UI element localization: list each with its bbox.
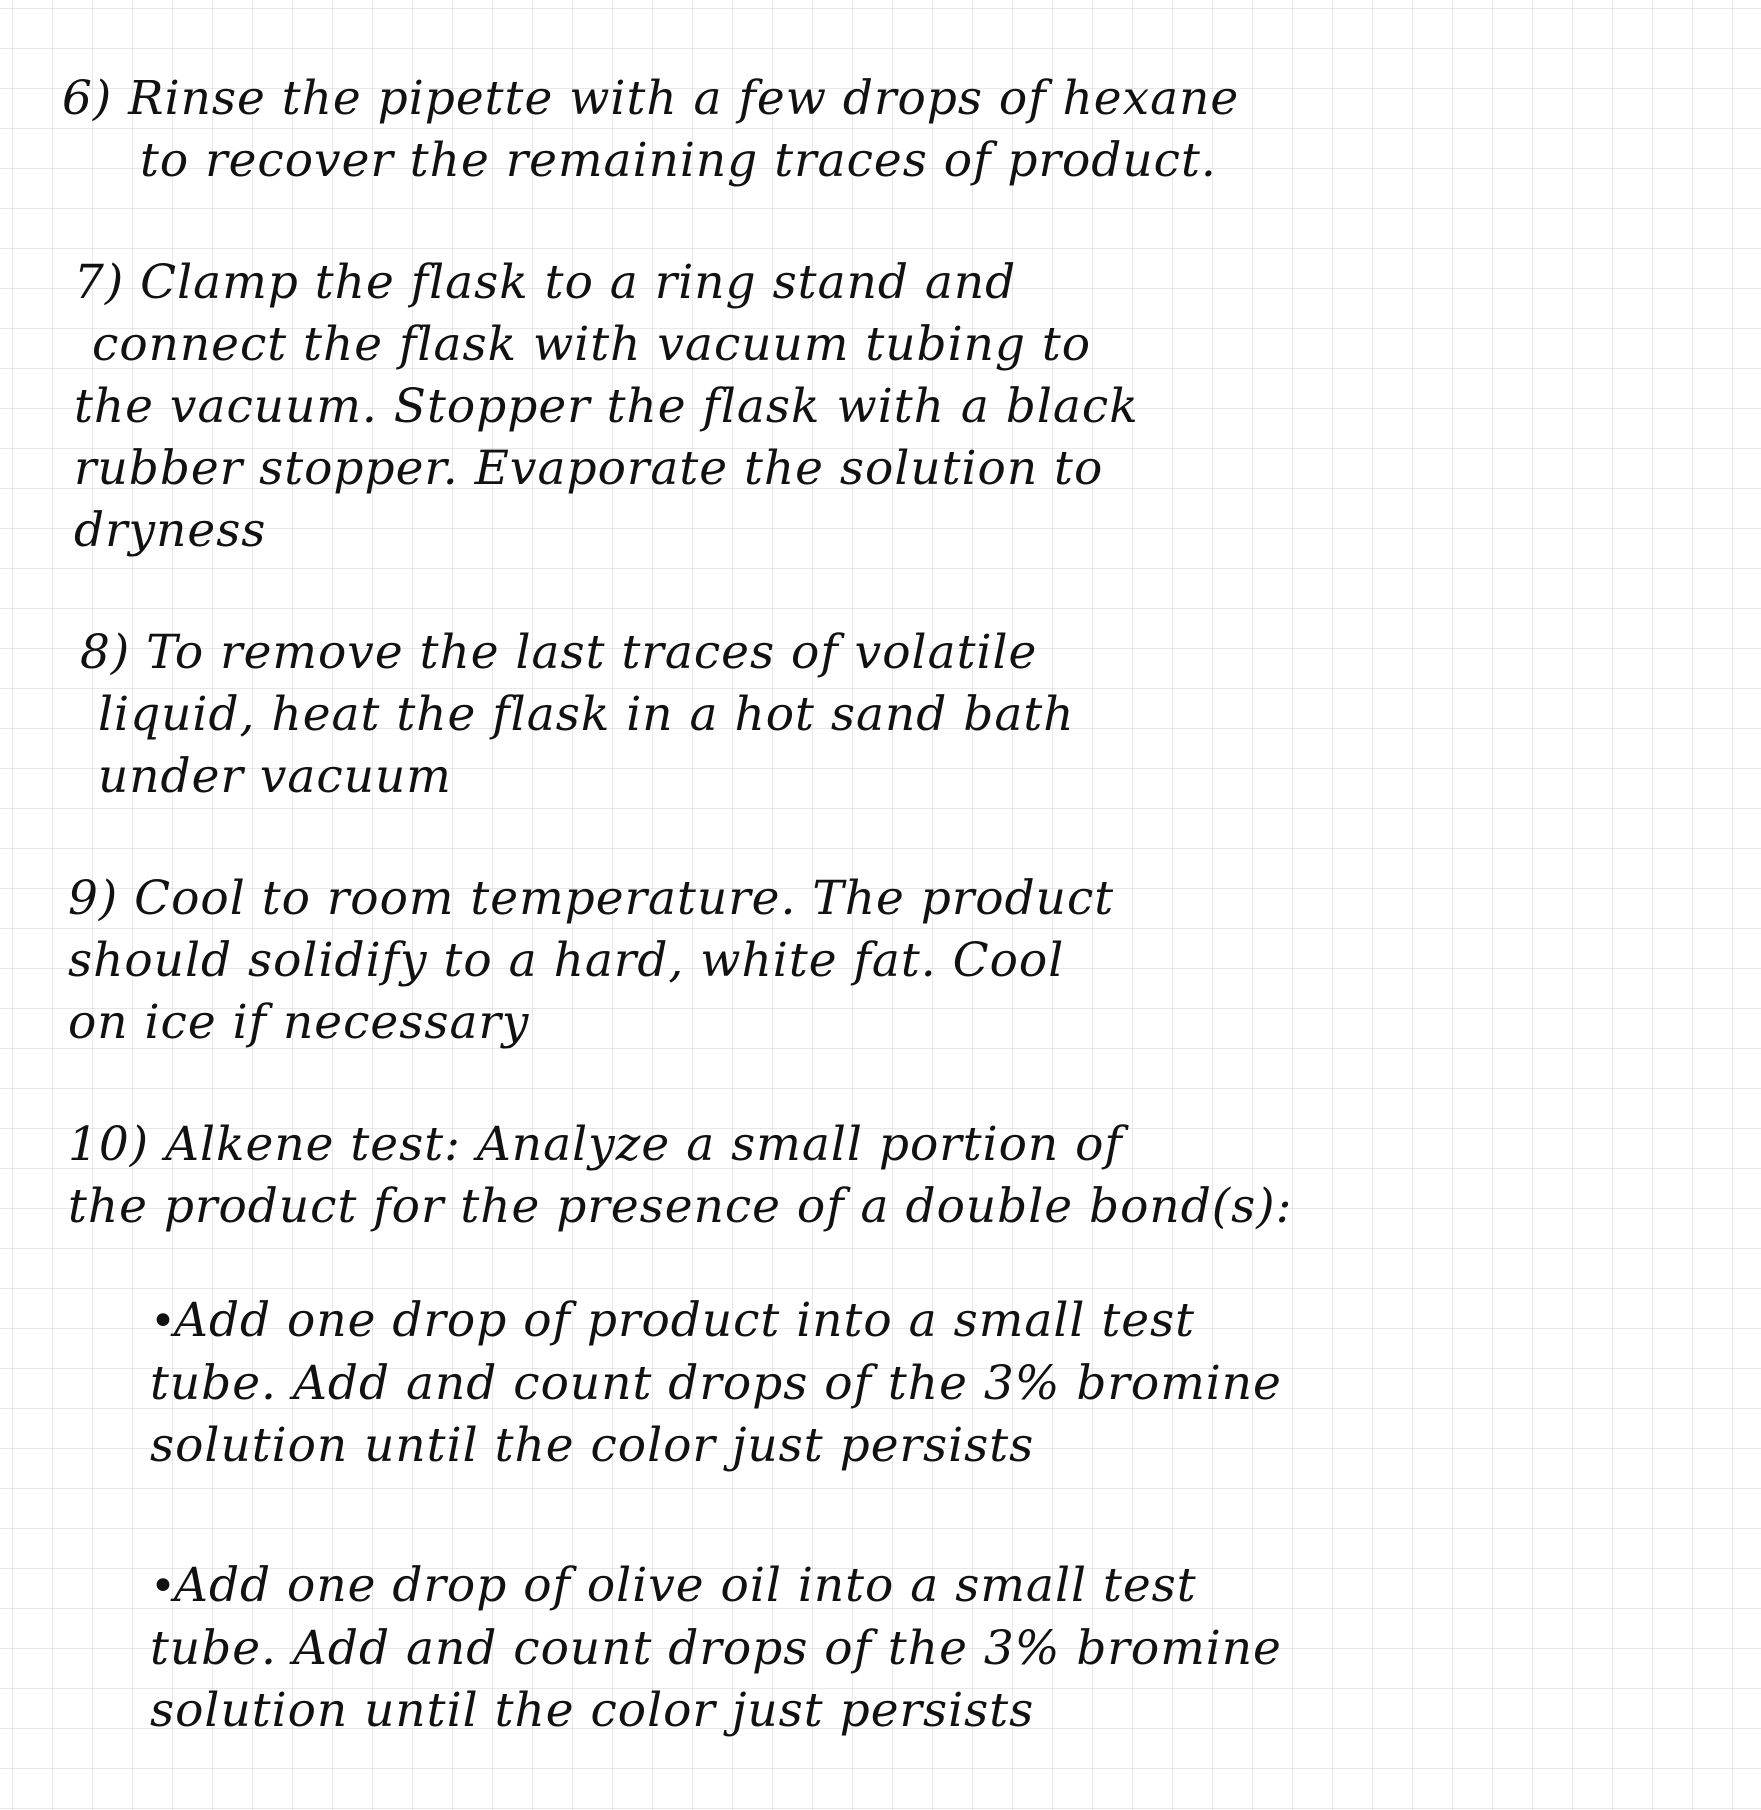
- step-10-line-2: the product for the presence of a double bond(s):: [68, 1179, 1293, 1234]
- bullet-item-1: [150, 1290, 1682, 1477]
- bullet-item-2: [150, 1555, 1682, 1742]
- step-10: [68, 1114, 1682, 1742]
- bullet-item-1-line-1: [150, 1290, 1682, 1353]
- bullet-mark: •: [150, 1561, 177, 1612]
- bullet-item-2-line-1: [150, 1555, 1682, 1618]
- step-7: [74, 252, 1682, 562]
- bullet-item-2-line-2: tube. Add and count drops of the 3% bromine: [150, 1621, 1282, 1676]
- step-9-line-2: should solidify to a hard, white fat. Cool: [68, 933, 1065, 988]
- step-7-line-2: connect the flask with vacuum tubing to: [92, 317, 1092, 372]
- step-7-line-5: dryness: [74, 503, 267, 558]
- step-7-line-3: the vacuum. Stopper the flask with a black: [74, 379, 1139, 434]
- step-10-line-1: 10) Alkene test: Analyze a small portion of: [68, 1117, 1123, 1172]
- step-8-line-3: under vacuum: [98, 749, 452, 804]
- bullet-item-1-line-3: solution until the color just persists: [150, 1418, 1035, 1473]
- step-9-line-1: 9) Cool to room temperature. The product: [68, 871, 1115, 926]
- bullet-text: Add one drop of product into a small test: [174, 1293, 1196, 1348]
- step-6-line-2: to recover the remaining traces of product.: [140, 133, 1217, 188]
- step-8-line-1: 8) To remove the last traces of volatile: [80, 625, 1038, 680]
- step-6: [62, 68, 1682, 192]
- bullet-mark: •: [150, 1296, 177, 1347]
- step-6-line-1: 6) Rinse the pipette with a few drops of hexane: [62, 71, 1240, 126]
- step-7-line-1: 7) Clamp the flask to a ring stand and: [74, 255, 1017, 310]
- step-8-line-2: liquid, heat the flask in a hot sand bath: [98, 687, 1075, 742]
- bullet-item-2-line-3: solution until the color just persists: [150, 1683, 1035, 1738]
- step-9: [68, 868, 1682, 1054]
- bullet-text: Add one drop of olive oil into a small test: [174, 1558, 1197, 1613]
- step-8: [80, 622, 1682, 808]
- handwritten-notes: [62, 68, 1682, 1802]
- step-7-line-4: rubber stopper. Evaporate the solution to: [74, 441, 1104, 496]
- bullet-item-1-line-2: tube. Add and count drops of the 3% bromine: [150, 1356, 1282, 1411]
- step-9-line-3: on ice if necessary: [68, 995, 530, 1050]
